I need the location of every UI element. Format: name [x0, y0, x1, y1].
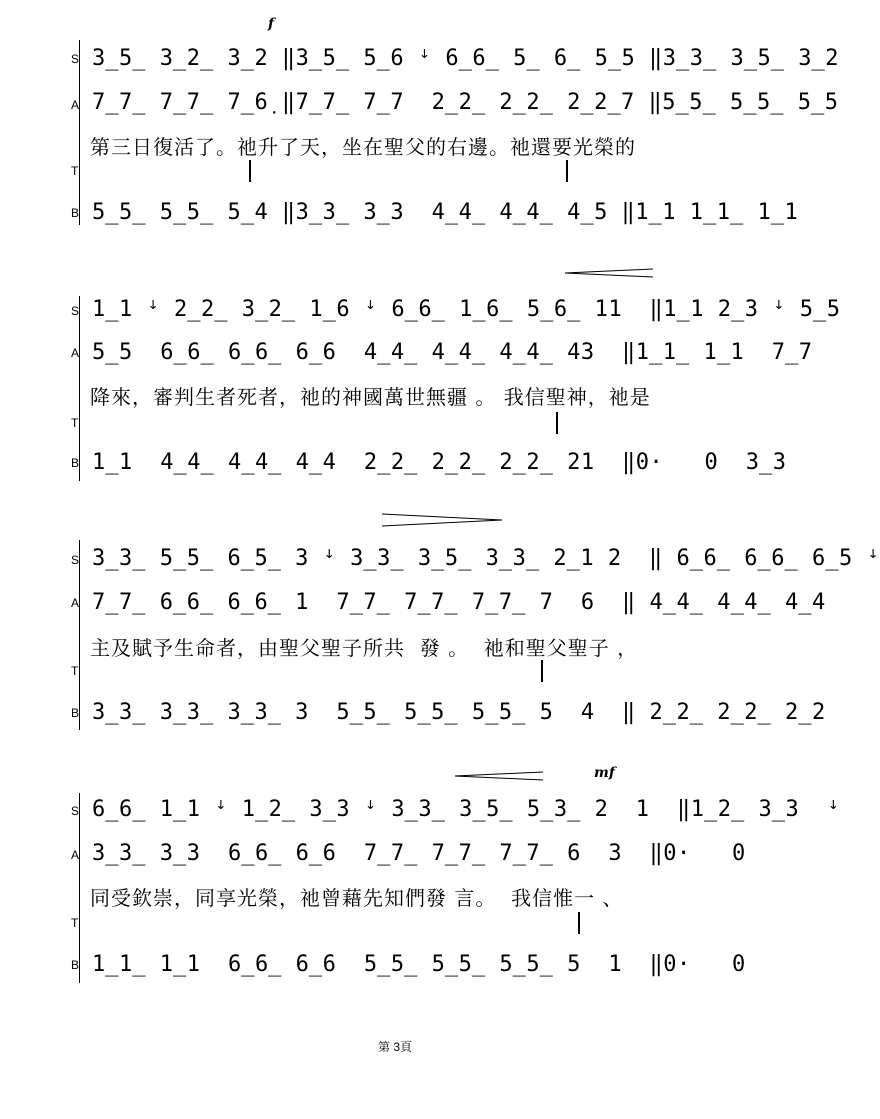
bass-line: 1̲1̲ 1̲1 6̲6̲ 6̲6 5̲5̲ 5̲5̲ 5̲5̲ 5 1 ‖0· 0: [92, 952, 746, 977]
dynamic-marking: f: [268, 16, 275, 32]
bass-line: 5̲5̲ 5̲5̲ 5̲4 ‖3̲3̲ 3̲3 4̲4̲ 4̲4̲ 4̲5 ‖1̲1 1̲1̲ 1̲1: [92, 200, 799, 225]
system-bracket: [79, 40, 80, 225]
barline: [566, 160, 568, 182]
barline: [541, 660, 543, 682]
alto-line: 7̲7̲ 7̲7̲ 7̲6̣ ‖7̲7̲ 7̲7 2̲2̲ 2̲2̲ 2̲2̲7 ‖5̲5̲ 5̲5̲ 5̲5: [92, 90, 839, 115]
alto-line: 5̲5 6̲6̲ 6̲6̲ 6̲6 4̲4̲ 4̲4̲ 4̲4̲ 43 ‖1̲1̲ 1̲1 7̲7: [92, 340, 813, 365]
page-number: 第 3頁: [377, 1040, 412, 1054]
crescendo-hairpin: [565, 267, 655, 279]
voice-label-alto: A: [71, 346, 80, 360]
alto-line: 7̲7̲ 6̲6̲ 6̲6̲ 1 7̲7̲ 7̲7̲ 7̲7̲ 7 6 ‖ 4̲4̲ 4̲4̲ 4̲4: [92, 590, 826, 615]
dynamic-marking: mf: [594, 765, 615, 781]
barline: [578, 912, 580, 934]
voice-label-alto: A: [71, 98, 80, 112]
voice-label-bass: B: [71, 206, 80, 220]
system-bracket: [79, 296, 80, 481]
barline: [556, 412, 558, 434]
voice-label-bass: B: [71, 456, 80, 470]
voice-label-soprano: S: [71, 553, 80, 567]
lyrics-line: 主及賦予生命者，由聖父聖子所共 發 。 祂和聖父聖子 ，: [90, 636, 639, 660]
bass-line: 1̲1 4̲4̲ 4̲4̲ 4̲4 2̲2̲ 2̲2̲ 2̲2̲ 21 ‖0· 0 3̲3: [92, 450, 787, 475]
voice-label-tenor: T: [71, 916, 79, 930]
voice-label-soprano: S: [71, 804, 80, 818]
alto-line: 3̲3̲ 3̲3 6̲6̲ 6̲6 7̲7̲ 7̲7̲ 7̲7̲ 6 3 ‖0· 0: [92, 841, 746, 866]
barline: [249, 160, 251, 182]
soprano-line: 3̲5̲ 3̲2̲ 3̲2 ‖3̲5̲ 5̲6 ꜜ 6̲6̲ 5̲ 6̲ 5̲5 ‖3̲3̲ 3̲5̲ 3̲2: [92, 46, 839, 71]
voice-label-soprano: S: [71, 304, 80, 318]
system-bracket: [79, 793, 80, 983]
bass-line: 3̲3̲ 3̲3̲ 3̲3̲ 3 5̲5̲ 5̲5̲ 5̲5̲ 5 4 ‖ 2̲2̲ 2̲2̲ 2̲2: [92, 700, 826, 725]
voice-label-tenor: T: [71, 664, 79, 678]
soprano-line: 6̲6̲ 1̲1 ꜜ 1̲2̲ 3̲3 ꜜ 3̲3̲ 3̲5̲ 5̲3̲ 2 1 ‖1̲2̲ 3̲3 ꜜ: [92, 797, 841, 822]
voice-label-alto: A: [71, 596, 80, 610]
lyrics-line: 第三日復活了。祂升了天，坐在聖父的右邊。祂還要光榮的: [90, 135, 636, 159]
system-bracket: [79, 540, 80, 730]
voice-label-tenor: T: [71, 416, 79, 430]
voice-label-bass: B: [71, 706, 80, 720]
crescendo-hairpin: [455, 770, 545, 782]
lyrics-line: 同受欽崇，同享光榮，祂曾藉先知們發 言。 我信惟一 、: [90, 886, 624, 910]
voice-label-alto: A: [71, 848, 80, 862]
decrescendo-hairpin: [382, 512, 504, 528]
lyrics-line: 降來，審判生者死者，祂的神國萬世無疆 。 我信聖神，祂是: [90, 385, 651, 409]
voice-label-bass: B: [71, 958, 80, 972]
voice-label-tenor: T: [71, 164, 79, 178]
soprano-line: 1̲1 ꜜ 2̲2̲ 3̲2̲ 1̲6 ꜜ 6̲6̲ 1̲6̲ 5̲6̲ 11 ‖1̲1 2̲3 ꜜ 5̲5: [92, 297, 841, 322]
voice-label-soprano: S: [71, 52, 80, 66]
soprano-line: 3̲3̲ 5̲5̲ 6̲5̲ 3 ꜜ 3̲3̲ 3̲5̲ 3̲3̲ 2̲1 2 ‖ 6̲6̲ 6̲6̲ 6̲5 ꜜ: [92, 546, 880, 571]
